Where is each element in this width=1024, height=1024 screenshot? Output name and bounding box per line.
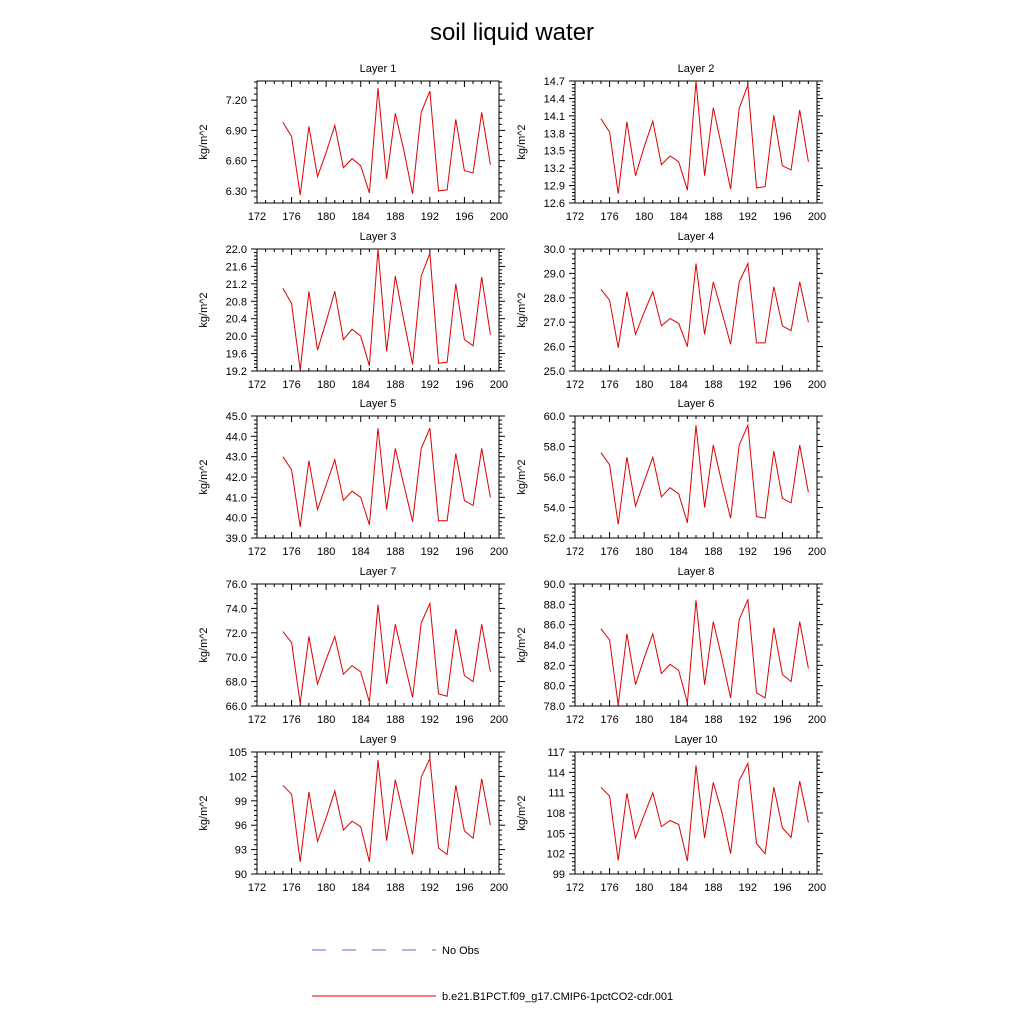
y-tick-label: 40.0 — [225, 512, 247, 525]
x-tick-label: 200 — [807, 546, 827, 558]
y-tick-label: 14.1 — [543, 110, 565, 123]
plot-frame — [257, 81, 499, 203]
x-tick-label: 200 — [489, 882, 509, 894]
y-tick-label: 56.0 — [543, 472, 565, 484]
x-tick-label: 180 — [634, 546, 654, 558]
y-tick-label: 86.0 — [543, 619, 565, 632]
x-tick-label: 176 — [600, 546, 619, 558]
y-tick-label: 41.0 — [225, 492, 247, 505]
y-tick-label: 27.0 — [543, 317, 565, 330]
panel-layer-8 — [516, 566, 826, 726]
x-tick-label: 180 — [316, 882, 336, 894]
series-line-model — [601, 81, 809, 194]
x-tick-label: 192 — [420, 546, 440, 558]
panel-layer-1 — [198, 63, 508, 223]
y-tick-label: 76.0 — [225, 579, 247, 591]
legend-label-model: b.e21.B1PCT.f09_g17.CMIP6-1pctCO2-cdr.001 — [442, 991, 674, 1003]
y-axis-label: kg/m^2 — [198, 292, 210, 328]
x-tick-label: 180 — [316, 211, 336, 223]
x-tick-label: 184 — [669, 211, 688, 223]
y-tick-label: 30.0 — [543, 244, 565, 256]
y-tick-label: 58.0 — [543, 441, 565, 454]
x-tick-label: 196 — [455, 882, 474, 894]
x-tick-label: 172 — [565, 211, 585, 223]
y-tick-label: 6.90 — [225, 125, 247, 138]
x-tick-label: 180 — [634, 882, 654, 894]
x-tick-label: 176 — [600, 714, 619, 726]
x-tick-label: 188 — [386, 882, 405, 894]
y-tick-label: 19.6 — [225, 348, 247, 361]
panel-layer-9 — [198, 734, 508, 894]
x-tick-label: 192 — [738, 882, 758, 894]
y-tick-label: 13.8 — [543, 128, 565, 141]
panel-layer-4 — [516, 231, 826, 391]
panel-layer-10 — [516, 734, 826, 894]
x-tick-label: 196 — [455, 379, 474, 391]
x-tick-label: 196 — [455, 546, 474, 558]
x-tick-label: 192 — [420, 379, 440, 391]
y-tick-label: 72.0 — [225, 627, 247, 640]
x-tick-label: 188 — [704, 714, 723, 726]
y-tick-label: 22.0 — [225, 244, 247, 256]
y-tick-label: 82.0 — [543, 660, 565, 673]
x-tick-label: 172 — [247, 211, 267, 223]
series-line-model — [283, 88, 491, 195]
y-tick-label: 60.0 — [543, 411, 565, 423]
x-tick-label: 188 — [704, 211, 723, 223]
y-tick-label: 26.0 — [543, 341, 565, 354]
x-tick-label: 200 — [807, 714, 827, 726]
x-tick-label: 184 — [669, 714, 688, 726]
x-tick-label: 200 — [489, 714, 509, 726]
y-axis-label: kg/m^2 — [198, 627, 210, 663]
x-tick-label: 180 — [316, 714, 336, 726]
x-tick-label: 196 — [773, 379, 792, 391]
y-tick-label: 25.0 — [543, 366, 565, 378]
y-tick-label: 7.20 — [225, 95, 247, 108]
x-tick-label: 184 — [669, 882, 688, 894]
series-line-model — [601, 425, 809, 524]
y-tick-label: 6.30 — [225, 185, 247, 198]
y-axis-label: kg/m^2 — [516, 627, 528, 663]
y-tick-label: 105 — [228, 747, 247, 759]
x-tick-label: 192 — [420, 211, 440, 223]
y-tick-label: 111 — [548, 787, 565, 800]
x-tick-label: 196 — [773, 882, 792, 894]
y-tick-label: 68.0 — [225, 676, 247, 689]
x-tick-label: 188 — [386, 714, 405, 726]
x-tick-label: 176 — [282, 546, 301, 558]
panel-grid — [198, 63, 826, 894]
y-tick-label: 14.7 — [543, 76, 565, 88]
x-tick-label: 176 — [600, 379, 619, 391]
plot-frame — [257, 584, 499, 706]
x-tick-label: 200 — [807, 882, 827, 894]
panel-layer-7 — [198, 566, 508, 726]
y-tick-label: 29.0 — [543, 268, 565, 281]
y-tick-label: 6.60 — [225, 155, 247, 168]
y-tick-label: 108 — [546, 808, 565, 820]
x-tick-label: 192 — [420, 882, 440, 894]
y-tick-label: 43.0 — [225, 451, 247, 464]
y-tick-label: 21.6 — [225, 261, 247, 274]
x-tick-label: 196 — [773, 546, 792, 558]
x-tick-label: 200 — [807, 379, 827, 391]
x-tick-label: 172 — [247, 882, 267, 894]
x-tick-label: 192 — [738, 211, 758, 223]
x-tick-label: 200 — [489, 546, 509, 558]
plot-frame — [257, 249, 499, 371]
x-tick-label: 184 — [669, 546, 688, 558]
x-tick-label: 188 — [704, 379, 723, 391]
x-tick-label: 184 — [351, 714, 370, 726]
y-tick-label: 20.0 — [225, 331, 247, 344]
x-tick-label: 180 — [634, 714, 654, 726]
y-axis-label: kg/m^2 — [516, 124, 528, 160]
y-tick-label: 44.0 — [225, 431, 247, 444]
x-tick-label: 200 — [489, 211, 509, 223]
y-tick-label: 80.0 — [543, 680, 565, 693]
panel-title: Layer 10 — [674, 734, 718, 746]
panel-layer-5 — [198, 398, 508, 558]
y-tick-label: 99 — [234, 795, 247, 808]
y-axis-label: kg/m^2 — [516, 795, 528, 831]
x-tick-label: 184 — [669, 379, 688, 391]
series-line-model — [283, 428, 491, 527]
x-tick-label: 172 — [247, 379, 267, 391]
x-tick-label: 172 — [565, 714, 585, 726]
series-line-model — [601, 764, 809, 862]
y-tick-label: 102 — [228, 771, 247, 784]
plot-frame — [257, 416, 499, 538]
y-tick-label: 117 — [547, 747, 565, 759]
x-tick-label: 180 — [316, 379, 336, 391]
x-tick-label: 196 — [773, 714, 792, 726]
y-tick-label: 102 — [546, 848, 565, 861]
x-tick-label: 176 — [600, 211, 619, 223]
series-line-model — [601, 264, 809, 348]
x-tick-label: 188 — [386, 211, 405, 223]
y-axis-label: kg/m^2 — [516, 292, 528, 328]
y-tick-label: 13.2 — [543, 163, 565, 176]
y-tick-label: 14.4 — [543, 93, 565, 106]
y-tick-label: 20.8 — [225, 296, 247, 309]
y-axis-label: kg/m^2 — [516, 459, 528, 495]
y-tick-label: 39.0 — [225, 533, 247, 545]
y-axis-label: kg/m^2 — [198, 124, 210, 160]
x-tick-label: 200 — [489, 379, 509, 391]
y-tick-label: 74.0 — [225, 603, 247, 616]
x-tick-label: 172 — [565, 379, 585, 391]
y-tick-label: 12.9 — [543, 180, 565, 193]
x-tick-label: 180 — [316, 546, 336, 558]
y-tick-label: 88.0 — [543, 599, 565, 612]
x-tick-label: 184 — [351, 546, 370, 558]
plot-frame — [257, 752, 499, 874]
y-tick-label: 20.4 — [225, 313, 247, 326]
x-tick-label: 176 — [282, 882, 301, 894]
y-tick-label: 96 — [234, 820, 247, 833]
y-tick-label: 21.2 — [225, 278, 247, 291]
panel-title: Layer 5 — [359, 398, 397, 410]
y-tick-label: 13.5 — [543, 145, 565, 158]
x-tick-label: 172 — [565, 546, 585, 558]
y-tick-label: 28.0 — [543, 292, 565, 305]
legend — [312, 945, 673, 1003]
x-tick-label: 192 — [420, 714, 440, 726]
panel-layer-3 — [198, 231, 508, 391]
y-tick-label: 42.0 — [225, 472, 247, 484]
x-tick-label: 188 — [704, 882, 723, 894]
y-tick-label: 114 — [547, 767, 565, 780]
x-tick-label: 188 — [386, 379, 405, 391]
x-tick-label: 176 — [600, 882, 619, 894]
y-tick-label: 99 — [552, 869, 565, 881]
x-tick-label: 172 — [247, 714, 267, 726]
y-tick-label: 84.0 — [543, 640, 565, 652]
y-axis-label: kg/m^2 — [198, 795, 210, 831]
y-tick-label: 78.0 — [543, 701, 565, 713]
x-tick-label: 176 — [282, 379, 301, 391]
panel-title: Layer 9 — [359, 734, 397, 746]
y-tick-label: 45.0 — [225, 411, 247, 423]
y-tick-label: 12.6 — [543, 198, 565, 210]
series-line-model — [283, 249, 491, 370]
y-tick-label: 52.0 — [543, 533, 565, 545]
y-tick-label: 90 — [234, 869, 247, 881]
panel-title: Layer 7 — [359, 566, 397, 578]
x-tick-label: 176 — [282, 714, 301, 726]
x-tick-label: 184 — [351, 882, 370, 894]
series-line-model — [283, 604, 491, 704]
x-tick-label: 180 — [634, 211, 654, 223]
x-tick-label: 180 — [634, 379, 654, 391]
x-tick-label: 172 — [565, 882, 585, 894]
y-tick-label: 19.2 — [225, 366, 247, 378]
x-tick-label: 172 — [247, 546, 267, 558]
x-tick-label: 192 — [738, 546, 758, 558]
y-tick-label: 93 — [234, 844, 247, 857]
x-tick-label: 192 — [738, 714, 758, 726]
y-axis-label: kg/m^2 — [198, 459, 210, 495]
x-tick-label: 196 — [773, 211, 792, 223]
y-tick-label: 105 — [546, 828, 565, 841]
panel-title: Layer 4 — [677, 231, 715, 243]
panel-title: Layer 6 — [677, 398, 715, 410]
x-tick-label: 200 — [807, 211, 827, 223]
chart-title: soil liquid water — [429, 19, 595, 46]
y-tick-label: 66.0 — [225, 701, 247, 713]
series-line-model — [283, 759, 491, 862]
legend-label-no-obs: No Obs — [442, 945, 480, 957]
panel-title: Layer 1 — [359, 63, 397, 75]
y-tick-label: 90.0 — [543, 579, 565, 591]
y-tick-label: 70.0 — [225, 652, 247, 665]
x-tick-label: 196 — [455, 211, 474, 223]
x-tick-label: 176 — [282, 211, 301, 223]
x-tick-label: 192 — [738, 379, 758, 391]
series-line-model — [601, 599, 809, 705]
y-tick-label: 54.0 — [543, 502, 565, 515]
x-tick-label: 184 — [351, 211, 370, 223]
panel-layer-6 — [516, 398, 826, 558]
panel-title: Layer 3 — [359, 231, 397, 243]
x-tick-label: 196 — [455, 714, 474, 726]
panel-title: Layer 2 — [677, 63, 715, 75]
x-tick-label: 184 — [351, 379, 370, 391]
x-tick-label: 188 — [386, 546, 405, 558]
x-tick-label: 188 — [704, 546, 723, 558]
panel-layer-2 — [516, 63, 826, 223]
panel-title: Layer 8 — [677, 566, 715, 578]
